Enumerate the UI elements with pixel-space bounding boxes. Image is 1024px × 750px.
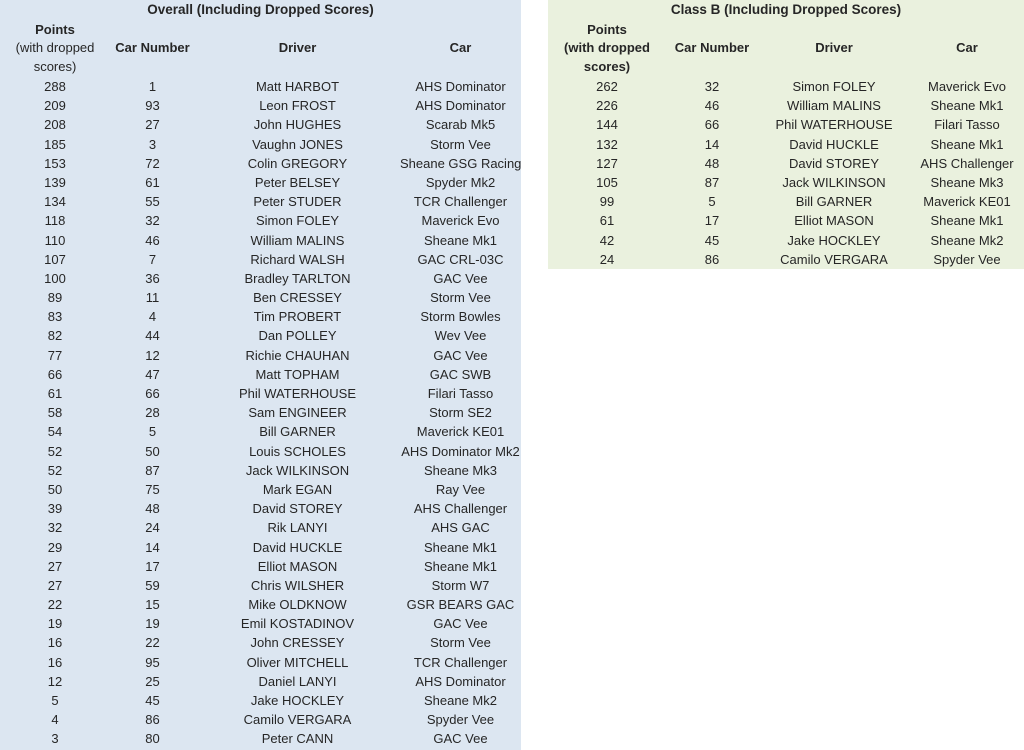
column-header-car: Car: [449, 40, 472, 56]
table-row: [548, 192, 1024, 211]
cell-points: 12: [47, 673, 63, 689]
cell-points: 262: [596, 79, 618, 94]
cell-driver: David STOREY: [788, 155, 880, 171]
cell-car: Scarab Mk5: [425, 117, 496, 133]
cell-car-number: 95: [145, 654, 160, 670]
cell-driver: Rik LANYI: [267, 520, 328, 536]
cell-driver: Daniel LANYI: [258, 673, 337, 689]
cell-car-number: 45: [145, 693, 160, 708]
table-row: [0, 269, 521, 288]
cell-car-number: 47: [145, 366, 160, 382]
cell-car: GAC SWB: [429, 366, 492, 382]
cell-car: Storm Bowles: [420, 309, 501, 325]
cell-driver: Leon FROST: [259, 98, 336, 114]
cell-car-number: 15: [145, 597, 160, 613]
cell-points: 153: [44, 155, 66, 171]
cell-car: AHS Challenger: [920, 155, 1014, 171]
table-row: [0, 576, 521, 595]
overall-table-header: [0, 20, 521, 77]
cell-car: Maverick Evo: [927, 79, 1007, 94]
cell-car-number: 28: [145, 405, 160, 421]
cell-driver: Mark EGAN: [262, 481, 333, 497]
table-row: [0, 691, 521, 710]
table-row: [0, 96, 521, 115]
cell-car-number: 46: [145, 232, 160, 248]
table-row: [0, 557, 521, 576]
table-row: [0, 231, 521, 250]
cell-car: GSR BEARS GAC: [406, 597, 515, 613]
cell-car: AHS Dominator Mk2: [401, 443, 520, 459]
cell-driver: Jake HOCKLEY: [250, 693, 345, 708]
cell-car-number: 19: [145, 616, 160, 632]
overall-table-body: [0, 77, 521, 749]
cell-driver: Oliver MITCHELL: [246, 654, 349, 670]
cell-car-number: 14: [704, 136, 720, 152]
table-row: [0, 307, 521, 326]
cell-points: 24: [599, 251, 615, 267]
cell-car-number: 1: [148, 79, 157, 94]
cell-points: 54: [47, 424, 63, 440]
cell-points: 82: [47, 328, 63, 344]
table-row: [548, 250, 1024, 269]
cell-car: Sheane GSG Racing: [400, 155, 521, 171]
cell-driver: Elliot MASON: [257, 558, 338, 574]
cell-car-number: 72: [145, 155, 160, 171]
cell-points: 185: [44, 136, 66, 152]
table-row: [0, 326, 521, 345]
table-row: [548, 173, 1024, 192]
cell-points: 89: [47, 290, 63, 306]
cell-car-number: 5: [708, 194, 716, 210]
table-row: [0, 633, 521, 652]
cell-driver: Camilo VERGARA: [780, 251, 888, 267]
cell-points: 100: [44, 270, 66, 286]
cell-car-number: 25: [145, 673, 160, 689]
cell-driver: Simon FOLEY: [255, 213, 340, 229]
cell-driver: Jake HOCKLEY: [787, 232, 881, 248]
class-b-table-title: Class B (Including Dropped Scores): [670, 2, 902, 17]
table-row: [0, 518, 521, 537]
cell-car-number: 17: [704, 213, 720, 229]
cell-car: TCR Challenger: [413, 654, 508, 670]
table-row: [0, 403, 521, 422]
table-row: [0, 672, 521, 691]
cell-car-number: 11: [145, 290, 160, 306]
cell-driver: Jack WILKINSON: [782, 174, 886, 190]
cell-driver: Tim PROBERT: [253, 309, 342, 325]
cell-car-number: 66: [704, 117, 720, 133]
cell-driver: Phil WATERHOUSE: [238, 386, 356, 401]
cell-car-number: 27: [145, 117, 160, 133]
cell-driver: John CRESSEY: [250, 635, 345, 651]
cell-car-number: 48: [704, 155, 720, 171]
cell-car: AHS Dominator: [415, 79, 506, 94]
column-header-points: [0, 20, 110, 77]
cell-points: 139: [44, 174, 66, 190]
table-row: [548, 154, 1024, 173]
cell-points: 32: [47, 520, 63, 536]
cell-points: 105: [596, 174, 618, 190]
cell-car: Wev Vee: [434, 328, 487, 344]
class-b-standings-table: [548, 0, 1024, 269]
cell-car: Sheane Mk3: [930, 174, 1004, 190]
cell-points: 5: [51, 693, 59, 708]
table-row: [0, 384, 521, 403]
cell-car-number: 12: [145, 347, 160, 363]
cell-points: 22: [47, 597, 63, 613]
cell-car: Sheane Mk2: [424, 693, 497, 708]
cell-car-number: 80: [145, 731, 160, 747]
cell-car-number: 14: [145, 539, 160, 555]
points-header-line2: (with dropped scores): [564, 40, 650, 74]
cell-points: 144: [596, 117, 618, 133]
cell-points: 61: [47, 386, 63, 401]
cell-car-number: 3: [148, 136, 157, 152]
cell-points: 83: [47, 309, 63, 325]
cell-car: Sheane Mk1: [424, 232, 497, 248]
cell-driver: Emil KOSTADINOV: [240, 616, 355, 632]
table-row: [0, 480, 521, 499]
cell-car-number: 36: [145, 270, 160, 286]
cell-points: 99: [599, 194, 615, 210]
points-header-line1: Points: [587, 21, 627, 37]
cell-points: 42: [599, 232, 615, 248]
table-row: [0, 710, 521, 729]
cell-car: GAC Vee: [433, 731, 488, 747]
cell-car-number: 4: [148, 309, 157, 325]
cell-driver: Phil WATERHOUSE: [775, 117, 893, 133]
cell-car: Maverick Evo: [421, 213, 500, 229]
table-row: [0, 115, 521, 134]
cell-car-number: 7: [148, 251, 157, 267]
cell-points: 29: [47, 539, 63, 555]
table-row: [548, 96, 1024, 115]
cell-car: Storm SE2: [429, 405, 492, 421]
cell-driver: Richie CHAUHAN: [245, 347, 350, 363]
table-row: [548, 231, 1024, 250]
cell-driver: Bill GARNER: [259, 424, 336, 440]
table-row: [0, 653, 521, 672]
cell-points: 110: [44, 232, 66, 248]
cell-car: Storm Vee: [430, 635, 491, 651]
cell-car: Ray Vee: [435, 481, 486, 497]
table-row: [0, 135, 521, 154]
cell-driver: Peter BELSEY: [254, 174, 341, 190]
cell-car: Sheane Mk3: [424, 462, 497, 478]
cell-car: AHS Dominator: [415, 673, 506, 689]
cell-driver: Matt HARBOT: [255, 79, 340, 94]
table-row: [0, 173, 521, 192]
table-row: [0, 538, 521, 557]
cell-driver: David HUCKLE: [252, 539, 343, 555]
points-header-line2: (with dropped scores): [15, 40, 95, 74]
table-row: [0, 77, 521, 96]
points-header-line1: Points: [35, 21, 75, 37]
cell-points: 52: [47, 443, 63, 459]
cell-car-number: 32: [704, 79, 720, 94]
cell-car: AHS Challenger: [413, 501, 508, 517]
cell-driver: William MALINS: [250, 232, 345, 248]
cell-points: 52: [47, 462, 63, 478]
cell-car-number: 50: [145, 443, 160, 459]
cell-car: Maverick KE01: [923, 194, 1011, 210]
table-row: [0, 499, 521, 518]
cell-car: Sheane Mk1: [930, 98, 1004, 114]
cell-points: 50: [47, 481, 63, 497]
cell-driver: William MALINS: [787, 98, 881, 114]
cell-car-number: 48: [145, 501, 160, 517]
cell-driver: Jack WILKINSON: [245, 462, 350, 478]
table-row: [0, 595, 521, 614]
cell-points: 3: [51, 731, 59, 747]
cell-driver: Bradley TARLTON: [244, 270, 351, 286]
cell-driver: David STOREY: [252, 501, 343, 517]
cell-car: Sheane Mk1: [930, 213, 1004, 229]
cell-driver: David HUCKLE: [789, 136, 879, 152]
table-row: [0, 346, 521, 365]
cell-car: GAC CRL-03C: [417, 251, 504, 267]
cell-driver: Louis SCHOLES: [249, 443, 346, 459]
cell-points: 134: [44, 194, 66, 210]
cell-points: 16: [47, 654, 63, 670]
cell-car: TCR Challenger: [413, 194, 508, 210]
cell-car-number: 87: [704, 174, 720, 190]
table-row: [0, 154, 521, 173]
cell-points: 226: [596, 98, 618, 114]
cell-car: AHS GAC: [431, 520, 490, 536]
cell-car: Spyder Mk2: [425, 174, 496, 190]
table-row: [548, 211, 1024, 230]
cell-driver: John HUGHES: [253, 117, 342, 133]
cell-driver: Chris WILSHER: [250, 577, 345, 593]
cell-points: 118: [44, 213, 66, 229]
overall-table-title: Overall (Including Dropped Scores): [147, 2, 374, 17]
cell-points: 16: [47, 635, 63, 651]
cell-car: GAC Vee: [433, 270, 488, 286]
column-header-driver: Driver: [815, 40, 853, 56]
table-row: [0, 442, 521, 461]
cell-car-number: 75: [145, 481, 160, 497]
cell-car-number: 24: [145, 520, 160, 536]
table-row: [0, 614, 521, 633]
table-row: [0, 211, 521, 230]
cell-car: Sheane Mk1: [930, 136, 1004, 152]
cell-driver: Peter CANN: [261, 731, 334, 747]
class-b-table-header: [548, 20, 1024, 77]
table-row: [0, 288, 521, 307]
cell-car-number: 87: [145, 462, 160, 478]
table-row: [0, 422, 521, 441]
cell-car-number: 55: [145, 194, 160, 210]
column-header-car-number: Car Number: [115, 40, 190, 56]
cell-car-number: 59: [145, 577, 160, 593]
cell-driver: Matt TOPHAM: [255, 366, 340, 382]
cell-points: 288: [44, 79, 66, 94]
cell-points: 77: [47, 347, 63, 363]
cell-points: 208: [44, 117, 66, 133]
cell-driver: Vaughn JONES: [252, 136, 343, 152]
cell-car: GAC Vee: [433, 616, 488, 632]
cell-car: Storm Vee: [430, 290, 491, 306]
cell-driver: Dan POLLEY: [258, 328, 337, 344]
cell-driver: Colin GREGORY: [247, 155, 348, 171]
cell-car: Filari Tasso: [427, 386, 494, 401]
cell-car: Maverick KE01: [416, 424, 505, 440]
table-row: [0, 250, 521, 269]
table-row: [548, 77, 1024, 96]
cell-points: 58: [47, 405, 63, 421]
cell-car-number: 86: [145, 712, 160, 728]
cell-driver: Elliot MASON: [794, 213, 874, 229]
cell-driver: Ben CRESSEY: [253, 290, 342, 306]
cell-car-number: 66: [145, 386, 160, 401]
cell-points: 27: [47, 558, 63, 574]
cell-car: Storm W7: [431, 577, 490, 593]
table-row: [548, 135, 1024, 154]
cell-points: 107: [44, 251, 66, 267]
cell-driver: Sam ENGINEER: [248, 405, 347, 421]
cell-car-number: 32: [145, 213, 160, 229]
cell-car-number: 45: [704, 232, 720, 248]
table-row: [0, 365, 521, 384]
cell-points: 132: [596, 136, 618, 152]
cell-car-number: 93: [145, 98, 160, 114]
cell-car: Filari Tasso: [934, 117, 1000, 133]
cell-points: 27: [47, 577, 63, 593]
column-header-driver: Driver: [278, 40, 317, 56]
cell-driver: Richard WALSH: [250, 251, 345, 267]
cell-car: GAC Vee: [433, 347, 488, 363]
column-header-points: [548, 20, 666, 77]
cell-points: 4: [51, 712, 59, 728]
cell-car: Spyder Vee: [426, 712, 495, 728]
cell-driver: Mike OLDKNOW: [248, 597, 347, 613]
cell-points: 209: [44, 98, 66, 114]
column-header-car: Car: [956, 40, 978, 56]
cell-car-number: 46: [704, 98, 720, 114]
cell-driver: Camilo VERGARA: [243, 712, 352, 728]
table-row: [548, 115, 1024, 134]
cell-driver: Bill GARNER: [795, 194, 873, 210]
cell-car-number: 22: [145, 635, 160, 651]
cell-points: 61: [599, 213, 615, 229]
table-row: [0, 729, 521, 748]
column-header-car-number: Car Number: [674, 40, 750, 56]
cell-car: Storm Vee: [430, 136, 491, 152]
cell-car: Spyder Vee: [933, 251, 1001, 267]
cell-car: Sheane Mk2: [930, 232, 1004, 248]
class-b-table-body: [548, 77, 1024, 269]
cell-points: 66: [47, 366, 63, 382]
cell-driver: Peter STUDER: [253, 194, 342, 210]
cell-car-number: 44: [145, 328, 160, 344]
cell-car-number: 17: [145, 558, 160, 574]
cell-car: Sheane Mk1: [424, 539, 497, 555]
cell-points: 19: [47, 616, 63, 632]
cell-car: AHS Dominator: [415, 98, 506, 114]
cell-car: Sheane Mk1: [424, 558, 497, 574]
cell-points: 127: [596, 155, 618, 171]
cell-car-number: 61: [145, 174, 160, 190]
cell-car-number: 5: [148, 424, 157, 440]
table-row: [0, 461, 521, 480]
cell-driver: Simon FOLEY: [792, 79, 876, 94]
cell-car-number: 86: [704, 251, 720, 267]
table-row: [0, 192, 521, 211]
cell-points: 39: [47, 501, 63, 517]
